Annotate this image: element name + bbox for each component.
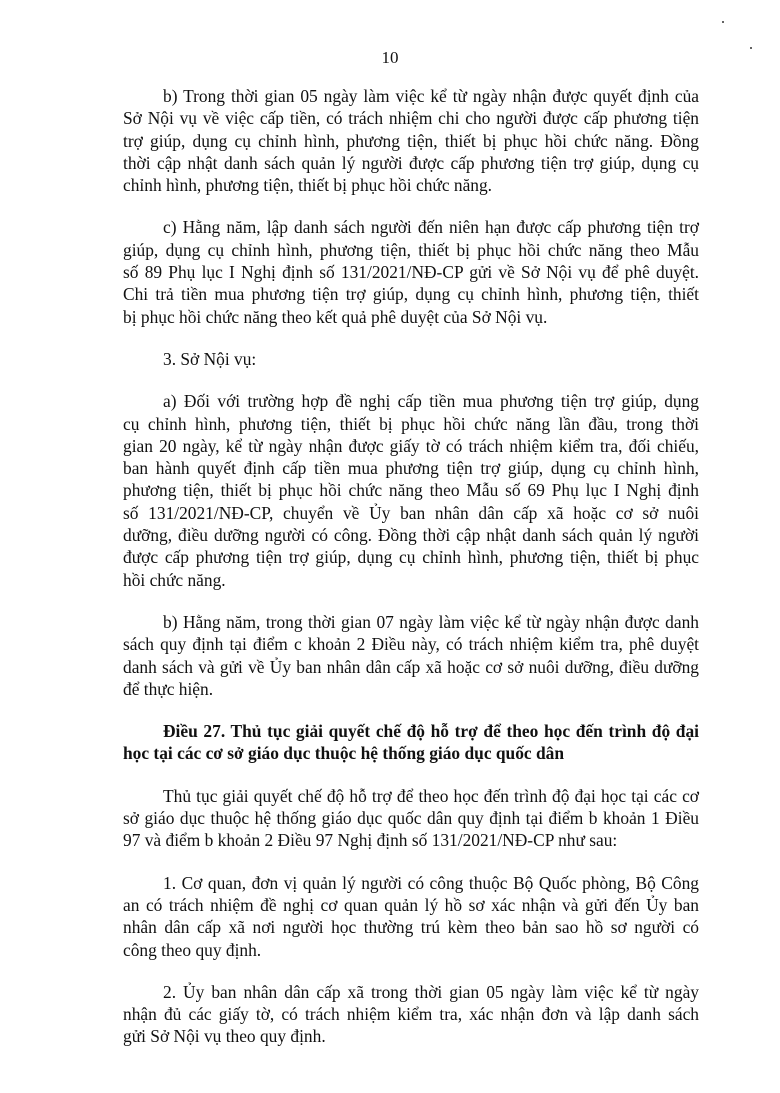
text-line: sở giáo dục thuộc hệ thống giáo dục quốc dân quy định tại điểm b khoản 1 Điều — [123, 808, 699, 829]
text-line: dưỡng, điều dưỡng người có công. Đồng thời cập nhật danh sách quản lý người — [123, 525, 699, 546]
scan-speck — [750, 47, 752, 49]
paragraph — [123, 216, 699, 327]
scan-speck — [722, 21, 724, 23]
text-line: danh sách và gửi về Ủy ban nhân dân cấp xã hoặc cơ sở nuôi dưỡng, điều dưỡng — [123, 656, 699, 677]
paragraph — [123, 85, 699, 196]
paragraph — [123, 872, 699, 961]
text-line: cụ chỉnh hình, phương tiện, thiết bị phục hồi chức năng lần đầu, trong thời — [123, 413, 699, 434]
paragraph — [123, 611, 699, 700]
page-number: 10 — [381, 48, 399, 67]
text-line: ban hành quyết định cấp tiền mua phương tiện trợ giúp, dụng cụ chỉnh hình, — [123, 458, 699, 479]
article-heading — [123, 720, 699, 765]
text-line: c) Hằng năm, lập danh sách người đến niên hạn được cấp phương tiện trợ — [163, 217, 699, 238]
text-line: a) Đối với trường hợp đề nghị cấp tiền mua phương tiện trợ giúp, dụng — [163, 391, 699, 412]
text-line: học tại các cơ sở giáo dục thuộc hệ thống giáo dục quốc dân — [123, 743, 565, 764]
text-line: sách quy định tại điểm c khoản 2 Điều này, có trách nhiệm kiểm tra, phê duyệt — [123, 634, 699, 655]
text-line: 3. Sở Nội vụ: — [163, 348, 257, 369]
paragraph — [123, 390, 699, 591]
text-line: được cấp phương tiện trợ giúp, dụng cụ chỉnh hình, phương tiện, thiết bị phục — [123, 547, 699, 568]
text-line: bị phục hồi chức năng theo kết quả phê duyệt của Sở Nội vụ. — [123, 306, 548, 327]
text-line: b) Trong thời gian 05 ngày làm việc kể từ ngày nhận được quyết định của — [163, 86, 699, 106]
text-line: trợ giúp, dụng cụ chỉnh hình, phương tiện, thiết bị phục hồi chức năng. Đồng — [123, 130, 699, 151]
text-line: Thủ tục giải quyết chế độ hỗ trợ để theo học đến trình độ đại học tại các cơ — [163, 785, 699, 806]
paragraph — [123, 348, 699, 370]
text-line: hồi chức năng. — [123, 569, 226, 590]
text-line: gian 20 ngày, kể từ ngày nhận được giấy tờ có trách nhiệm kiểm tra, đối chiếu, — [123, 435, 699, 456]
text-line: công theo quy định. — [123, 939, 262, 960]
text-line: để thực hiện. — [123, 678, 214, 699]
text-line: phương tiện, thiết bị phục hồi chức năng theo Mẫu số 69 Phụ lục I Nghị định — [123, 480, 699, 501]
text-line: thời cập nhật danh sách quản lý người được cấp phương tiện trợ giúp, dụng cụ — [123, 152, 699, 173]
text-line: số 131/2021/NĐ-CP, chuyển về Ủy ban nhân dân cấp xã hoặc cơ sở nuôi — [123, 502, 699, 523]
paragraph — [123, 981, 699, 1048]
document-body — [123, 85, 699, 1068]
paragraph — [123, 785, 699, 852]
text-line: an có trách nhiệm đề nghị cơ quan quản lý hồ sơ xác nhận và gửi đến Ủy ban — [123, 894, 699, 915]
text-line: gửi Sở Nội vụ theo quy định. — [123, 1026, 326, 1047]
text-line: nhận đủ các giấy tờ, có trách nhiệm kiểm tra, xác nhận đơn và lập danh sách — [123, 1004, 699, 1025]
text-line: 1. Cơ quan, đơn vị quản lý người có công thuộc Bộ Quốc phòng, Bộ Công — [163, 872, 699, 893]
text-line: chỉnh hình, phương tiện, thiết bị phục hồi chức năng. — [123, 175, 493, 196]
text-line: b) Hằng năm, trong thời gian 07 ngày làm việc kể từ ngày nhận được danh — [163, 611, 699, 632]
text-line: nhân dân cấp xã nơi người học thường trú kèm theo bản sao hồ sơ người có — [123, 917, 699, 938]
text-line: số 89 Phụ lục I Nghị định số 131/2021/NĐ-CP gửi về Sở Nội vụ để phê duyệt. — [123, 262, 699, 283]
text-line: giúp, dụng cụ chỉnh hình, phương tiện, thiết bị phục hồi chức năng theo Mẫu — [123, 239, 699, 260]
text-line: Sở Nội vụ về việc cấp tiền, có trách nhiệm chi cho người được cấp phương tiện — [123, 108, 699, 129]
text-line: Chi trả tiền mua phương tiện trợ giúp, dụng cụ chỉnh hình, phương tiện, thiết — [123, 284, 699, 305]
text-line: 2. Ủy ban nhân dân cấp xã trong thời gian 05 ngày làm việc kể từ ngày — [163, 981, 699, 1002]
text-line: Điều 27. Thủ tục giải quyết chế độ hỗ trợ để theo học đến trình độ đại — [163, 721, 699, 742]
text-line: 97 và điểm b khoản 2 Điều 97 Nghị định số 131/2021/NĐ-CP như sau: — [123, 830, 618, 851]
